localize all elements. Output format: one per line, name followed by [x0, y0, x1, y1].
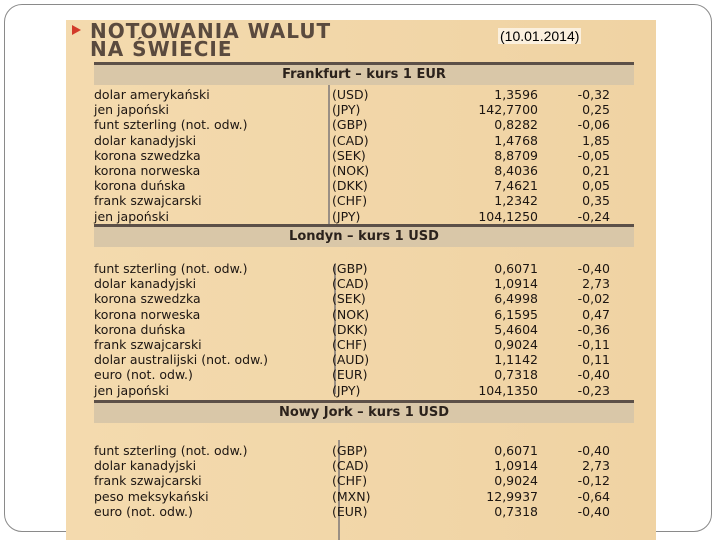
- exchange-rate: 1,1142: [494, 352, 538, 368]
- currency-name: frank szwajcarski: [94, 473, 202, 489]
- exchange-rate: 12,9937: [486, 488, 538, 504]
- exchange-rate: 0,7318: [494, 367, 538, 383]
- rate-change: 1,85: [582, 132, 610, 148]
- rate-row: [94, 87, 634, 102]
- rate-row: [94, 178, 634, 193]
- rate-row: [94, 209, 634, 224]
- rate-row: [94, 458, 634, 473]
- currency-code: (AUD): [332, 352, 370, 368]
- exchange-rate: 1,0914: [494, 276, 538, 292]
- rate-row: [94, 383, 634, 398]
- currency-code: (MXN): [332, 488, 371, 504]
- currency-name: korona szwedzka: [94, 147, 201, 163]
- currency-code: (USD): [332, 87, 369, 102]
- rate-row: [94, 276, 634, 291]
- currency-code: (CHF): [332, 473, 368, 489]
- rate-change: -0,32: [577, 87, 610, 102]
- section-frankfurt: [94, 62, 634, 224]
- rate-row: [94, 489, 634, 504]
- currency-name: dolar kanadyjski: [94, 276, 197, 292]
- currency-code: (CHF): [332, 193, 368, 209]
- rate-change: 0,35: [582, 193, 610, 209]
- currency-code: (SEK): [332, 291, 366, 307]
- currency-code: (JPY): [332, 382, 361, 398]
- rate-change: -0,40: [577, 503, 610, 519]
- rate-change: 2,73: [582, 276, 610, 292]
- headline-line-2: NA ŚWIECIE: [90, 37, 233, 61]
- currency-name: funt szterling (not. odw.): [94, 261, 248, 276]
- currency-name: jen japoński: [94, 208, 169, 224]
- rate-change: -0,11: [577, 336, 610, 352]
- currency-name: jen japoński: [94, 102, 169, 118]
- exchange-rate: 8,8709: [494, 147, 538, 163]
- rate-change: -0,40: [577, 367, 610, 383]
- rate-row: [94, 307, 634, 322]
- rate-change: -0,12: [577, 473, 610, 489]
- currency-name: euro (not. odw.): [94, 367, 193, 383]
- rate-row: [94, 322, 634, 337]
- section-nowy-jork: [94, 400, 634, 519]
- rate-row: [94, 163, 634, 178]
- rate-change: -0,06: [577, 117, 610, 133]
- currency-name: dolar kanadyjski: [94, 132, 197, 148]
- currency-name: funt szterling (not. odw.): [94, 117, 248, 133]
- rate-change: 0,25: [582, 102, 610, 118]
- rate-row: [94, 193, 634, 208]
- currency-name: funt szterling (not. odw.): [94, 443, 248, 458]
- headline-line-1: NOTOWANIA WALUT: [90, 20, 332, 43]
- exchange-rate: 6,4998: [494, 291, 538, 307]
- headline: [90, 20, 510, 61]
- rate-change: -0,40: [577, 443, 610, 458]
- exchange-rate: 0,6071: [494, 261, 538, 276]
- currency-name: korona duńska: [94, 321, 186, 337]
- currency-code: (JPY): [332, 102, 361, 118]
- rate-row: [94, 337, 634, 352]
- currency-code: (NOK): [332, 162, 370, 178]
- exchange-rate: 1,2342: [494, 193, 538, 209]
- currency-code: (GBP): [332, 117, 368, 133]
- currency-code: (GBP): [332, 443, 368, 458]
- rate-change: -0,24: [577, 208, 610, 224]
- rate-row: [94, 443, 634, 458]
- exchange-rate: 0,8282: [494, 117, 538, 133]
- rate-change: -0,23: [577, 382, 610, 398]
- currency-code: (JPY): [332, 208, 361, 224]
- rate-change: 0,21: [582, 162, 610, 178]
- rate-row: [94, 473, 634, 488]
- rate-row: [94, 133, 634, 148]
- exchange-rate: 0,9024: [494, 473, 538, 489]
- currency-name: jen japoński: [94, 382, 169, 398]
- rate-row: [94, 117, 634, 132]
- rate-change: -0,05: [577, 147, 610, 163]
- rate-row: [94, 367, 634, 382]
- currency-name: dolar amerykański: [94, 87, 210, 102]
- red-arrow-icon: [72, 25, 81, 35]
- section-title: Londyn – kurs 1 USD: [94, 224, 634, 247]
- currency-code: (SEK): [332, 147, 366, 163]
- section-title: Frankfurt – kurs 1 EUR: [94, 62, 634, 85]
- currency-name: euro (not. odw.): [94, 503, 193, 519]
- currency-code: (EUR): [332, 503, 368, 519]
- rate-row: [94, 291, 634, 306]
- exchange-rate: 104,1250: [478, 208, 538, 224]
- currency-name: frank szwajcarski: [94, 193, 202, 209]
- currency-name: frank szwajcarski: [94, 336, 202, 352]
- rate-change: 2,73: [582, 458, 610, 474]
- currency-code: (DKK): [332, 321, 368, 337]
- rate-change: -0,02: [577, 291, 610, 307]
- section-londyn: [94, 224, 634, 398]
- rate-change: -0,36: [577, 321, 610, 337]
- currency-name: korona szwedzka: [94, 291, 201, 307]
- currency-name: peso meksykański: [94, 488, 209, 504]
- rate-row: [94, 352, 634, 367]
- currency-code: (CAD): [332, 132, 369, 148]
- rate-row: [94, 261, 634, 276]
- currency-code: (CAD): [332, 458, 369, 474]
- currency-name: korona duńska: [94, 178, 186, 194]
- exchange-rate: 104,1350: [478, 382, 538, 398]
- exchange-rate: 1,3596: [494, 87, 538, 102]
- exchange-rate: 5,4604: [494, 321, 538, 337]
- exchange-rate: 0,9024: [494, 336, 538, 352]
- rate-change: 0,47: [582, 306, 610, 322]
- rate-change: 0,05: [582, 178, 610, 194]
- exchange-rate: 8,4036: [494, 162, 538, 178]
- currency-name: dolar kanadyjski: [94, 458, 197, 474]
- currency-code: (NOK): [332, 306, 370, 322]
- rate-change: 0,11: [582, 352, 610, 368]
- currency-code: (GBP): [332, 261, 368, 276]
- currency-name: korona norweska: [94, 306, 201, 322]
- currency-code: (EUR): [332, 367, 368, 383]
- exchange-rate: 1,0914: [494, 458, 538, 474]
- exchange-rate: 0,6071: [494, 443, 538, 458]
- rate-row: [94, 148, 634, 163]
- rate-row: [94, 504, 634, 519]
- currency-code: (DKK): [332, 178, 368, 194]
- currency-name: dolar australijski (not. odw.): [94, 352, 269, 368]
- exchange-rate: 142,7700: [478, 102, 538, 118]
- exchange-rate: 1,4768: [494, 132, 538, 148]
- newspaper-clipping: [66, 20, 656, 540]
- exchange-rate: 6,1595: [494, 306, 538, 322]
- rate-change: -0,64: [577, 488, 610, 504]
- exchange-rate: 7,4621: [494, 178, 538, 194]
- currency-code: (CHF): [332, 336, 368, 352]
- rate-row: [94, 102, 634, 117]
- exchange-rate: 0,7318: [494, 503, 538, 519]
- currency-name: korona norweska: [94, 162, 201, 178]
- rate-change: -0,40: [577, 261, 610, 276]
- section-title: Nowy Jork – kurs 1 USD: [94, 400, 634, 423]
- date-label: (10.01.2014): [500, 28, 580, 44]
- currency-code: (CAD): [332, 276, 369, 292]
